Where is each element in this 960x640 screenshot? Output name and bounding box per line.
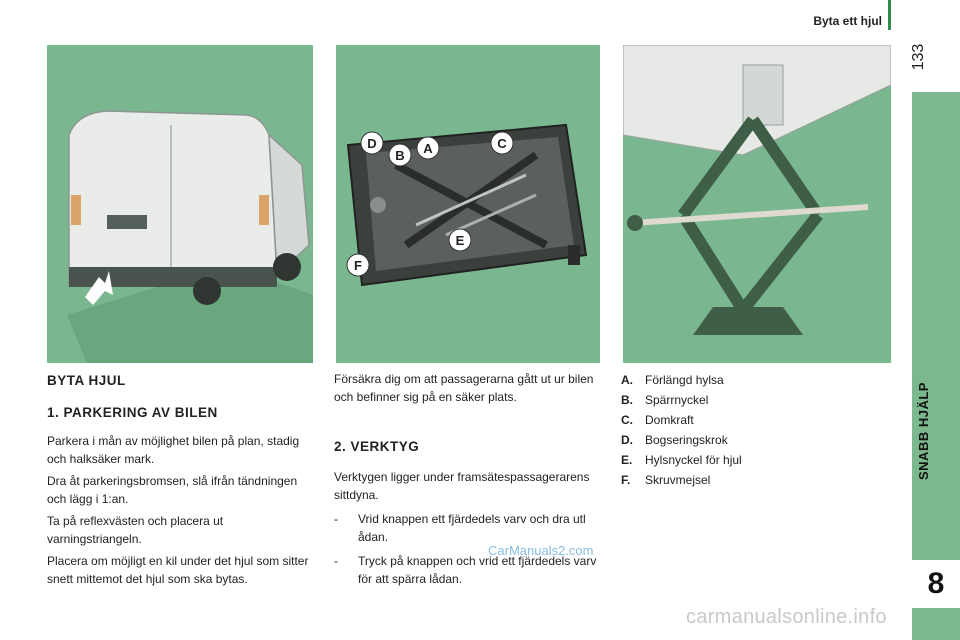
watermark-mid: CarManuals2.com (488, 543, 594, 558)
figure-label-d (361, 132, 383, 154)
left-column (47, 372, 317, 592)
legend-text: Spärrnyckel (645, 393, 709, 407)
dash-marker: - (334, 512, 338, 526)
svg-text:A: A (423, 141, 433, 156)
tools-step-1-text: Vrid knappen ett fjärdedels varv och dra utl ådan. (358, 512, 586, 544)
legend-item-a (621, 371, 891, 389)
legend-text: Bogseringskrok (645, 433, 728, 447)
tools-step-1 (334, 510, 604, 546)
tool-legend (621, 371, 891, 491)
parking-heading: 1. PARKERING AV BILEN (47, 405, 218, 420)
safety-paragraph: Försäkra dig om att passagerarna gått ut ur bilen och befinner sig på en säker plats. (334, 372, 594, 404)
parking-paragraph-2: Dra åt parkeringsbromsen, slå ifrån tändningen och lägg i 1:an. (47, 474, 298, 506)
figure-label-c (491, 132, 513, 154)
legend-key: A. (621, 373, 633, 387)
svg-text:B: B (395, 148, 405, 163)
van-illustration (47, 45, 313, 363)
middle-column (334, 370, 604, 594)
tools-paragraph: Verktygen ligger under framsätespassagerarens sittdyna. (334, 470, 590, 502)
legend-item-b (621, 391, 891, 409)
tools-heading: 2. VERKTYG (334, 439, 420, 454)
legend-key: E. (621, 453, 633, 467)
dash-marker: - (334, 554, 338, 568)
legend-item-e (621, 451, 891, 469)
svg-text:D: D (367, 136, 377, 151)
parking-paragraph-1: Parkera i mån av möjlighet bilen på plan, stadig och halksäker mark. (47, 434, 300, 466)
legend-text: Hylsnyckel för hjul (645, 453, 742, 467)
page-number: 133 (910, 43, 927, 71)
toolkit-drawing (336, 45, 600, 363)
legend-text: Förlängd hylsa (645, 373, 724, 387)
parking-paragraph-3: Ta på reflexvästen och placera ut varningstriangeln. (47, 514, 224, 546)
svg-text:C: C (497, 136, 507, 151)
legend-text: Skruvmejsel (645, 473, 711, 487)
parking-paragraph-4: Placera om möjligt en kil under det hjul som sitter snett mittemot det hjul som ska bytas. (47, 554, 309, 586)
van-drawing (47, 45, 313, 363)
svg-text:E: E (455, 233, 465, 248)
legend-item-f (621, 471, 891, 489)
legend-key: B. (621, 393, 633, 407)
chapter-label: SNABB HJÄLP (916, 382, 931, 480)
page-heading: BYTA HJUL (47, 373, 126, 388)
toolkit-illustration (336, 45, 600, 363)
jack-illustration (623, 45, 891, 363)
figure-label-b (389, 144, 411, 166)
legend-key: F. (621, 473, 631, 487)
figure-label-e (449, 229, 471, 251)
svg-text:F: F (354, 258, 362, 273)
legend-key: D. (621, 433, 633, 447)
chapter-number: 8 (912, 560, 960, 608)
figure-label-a (417, 137, 439, 159)
tools-step-2-text: Tryck på knappen och vrid ett fjärdedels varv för att spärra lådan. (358, 554, 597, 586)
section-title: Byta ett hjul (813, 14, 882, 28)
figure-label-f (347, 254, 369, 276)
legend-item-c (621, 411, 891, 429)
header-rule (888, 0, 891, 30)
legend-text: Domkraft (645, 413, 694, 427)
legend-item-d (621, 431, 891, 449)
jack-drawing (623, 45, 891, 363)
watermark-bottom: carmanualsonline.info (686, 606, 887, 628)
legend-key: C. (621, 413, 633, 427)
